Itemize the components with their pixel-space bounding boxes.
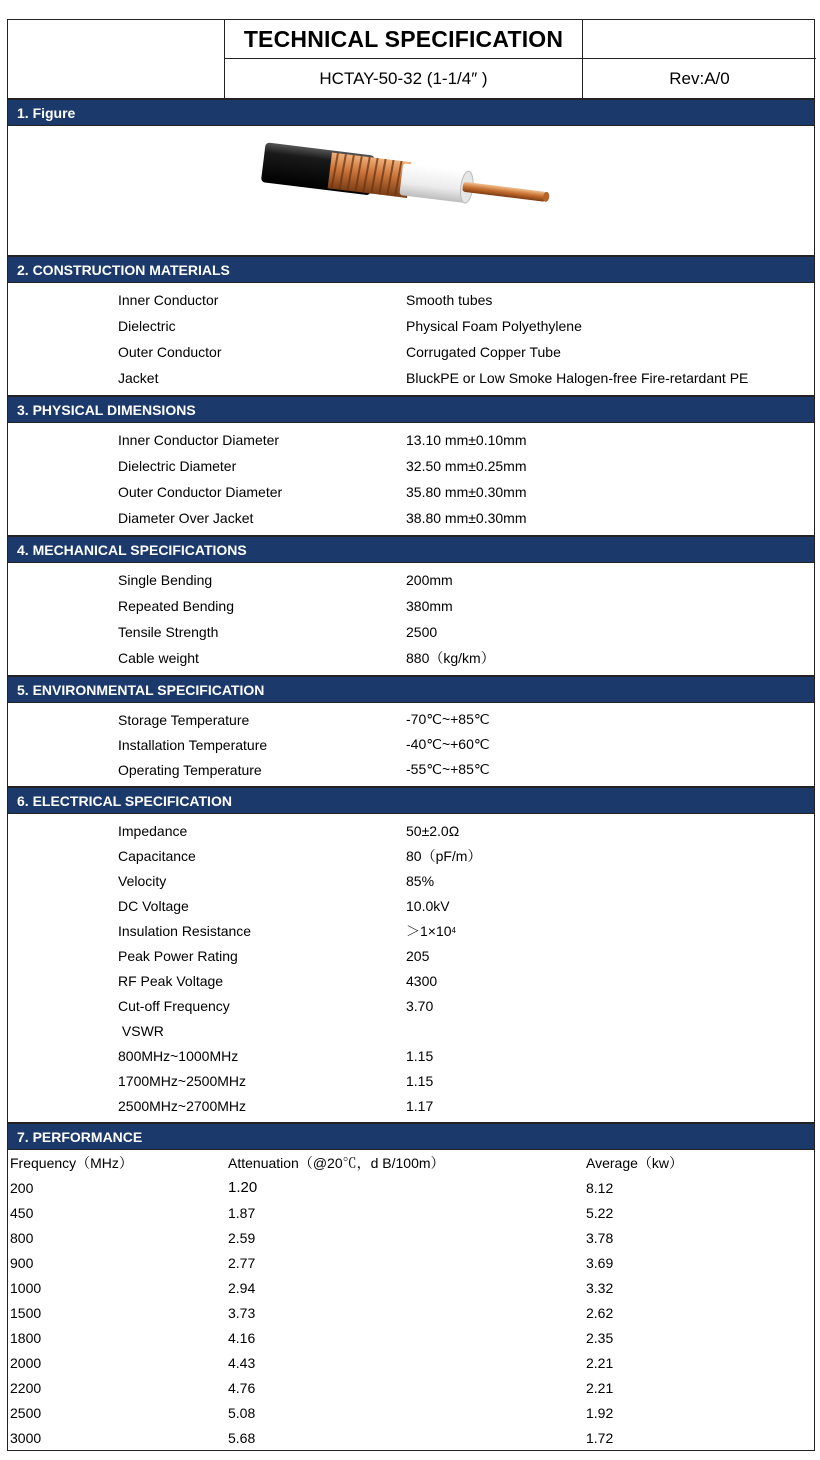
spec-row xyxy=(8,593,814,619)
spec-row xyxy=(8,968,814,993)
table-row xyxy=(8,1400,814,1425)
spec-value: 38.80 mm±0.30mm xyxy=(406,510,527,526)
attenuation-cell: 2.94 xyxy=(228,1279,256,1296)
spec-label: Cable weight xyxy=(118,650,199,666)
attenuation-cell: 4.76 xyxy=(228,1379,256,1396)
average-power-cell: 2.21 xyxy=(586,1354,614,1371)
average-power-cell: 3.69 xyxy=(586,1254,614,1271)
average-power-cell: 3.78 xyxy=(586,1229,614,1246)
average-power-cell: 2.35 xyxy=(586,1329,614,1346)
spec-sheet xyxy=(7,19,815,1451)
section-construction xyxy=(8,283,814,396)
spec-row xyxy=(8,993,814,1018)
spec-row xyxy=(8,453,814,479)
spec-row xyxy=(8,313,814,339)
average-power-cell: 5.22 xyxy=(586,1204,614,1221)
spec-row xyxy=(8,479,814,505)
section-figure xyxy=(8,126,814,256)
spec-label: Outer Conductor xyxy=(118,344,222,360)
spec-label: Capacitance xyxy=(118,847,196,864)
spec-value: 85% xyxy=(406,872,435,889)
table-row xyxy=(8,1275,814,1300)
spec-label: 1700MHz~2500MHz xyxy=(118,1072,247,1089)
spec-label: Inner Conductor xyxy=(118,292,219,308)
spec-value: 200mm xyxy=(406,572,453,588)
spec-value: 880（kg/km） xyxy=(406,650,495,666)
column-header-average-power: Average（kw） xyxy=(586,1154,684,1171)
spec-row xyxy=(8,1018,814,1043)
section-dimensions-title: 3. PHYSICAL DIMENSIONS xyxy=(8,396,814,423)
frequency-cell: 1500 xyxy=(10,1304,42,1321)
section-environmental xyxy=(8,703,814,787)
table-row xyxy=(8,1425,814,1450)
logo-cell xyxy=(8,20,225,98)
table-row xyxy=(8,1375,814,1400)
spec-label: Single Bending xyxy=(118,572,213,588)
spec-value: 4300 xyxy=(406,972,438,989)
table-row xyxy=(8,1225,814,1250)
spec-row xyxy=(8,918,814,943)
spec-row xyxy=(8,893,814,918)
spec-label: 2500MHz~2700MHz xyxy=(118,1097,247,1114)
frequency-cell: 3000 xyxy=(10,1429,42,1446)
spec-row xyxy=(8,818,814,843)
table-row xyxy=(8,1350,814,1375)
spec-value: -55℃~+85℃ xyxy=(406,761,490,777)
spec-value: Smooth tubes xyxy=(406,292,493,308)
spec-value: 205 xyxy=(406,947,430,964)
spec-value: 1.15 xyxy=(406,1047,434,1064)
spec-row xyxy=(8,843,814,868)
document-title: TECHNICAL SPECIFICATION xyxy=(225,20,583,59)
spec-label: VSWR xyxy=(118,1022,164,1039)
spec-row xyxy=(8,757,814,782)
column-header-attenuation: Attenuation（@20℃，d B/100m） xyxy=(228,1154,445,1171)
average-power-cell: 8.12 xyxy=(586,1179,614,1196)
spec-label: Tensile Strength xyxy=(118,624,219,640)
spec-value: Physical Foam Polyethylene xyxy=(406,318,582,334)
spec-label: Repeated Bending xyxy=(118,598,234,614)
frequency-cell: 2200 xyxy=(10,1379,42,1396)
attenuation-cell: 1.87 xyxy=(228,1204,256,1221)
spec-label: 800MHz~1000MHz xyxy=(118,1047,239,1064)
spec-value: 2500 xyxy=(406,624,438,640)
attenuation-cell: 1.20 xyxy=(228,1179,258,1196)
insulation-resistance-base: ＞1×10 xyxy=(406,922,452,939)
spec-row xyxy=(8,868,814,893)
spec-row xyxy=(8,707,814,732)
spec-label: Storage Temperature xyxy=(118,711,250,728)
spec-value: Corrugated Copper Tube xyxy=(406,344,561,360)
header xyxy=(8,20,814,99)
table-row xyxy=(8,1325,814,1350)
header-empty-cell xyxy=(583,20,816,59)
table-row xyxy=(8,1200,814,1225)
frequency-cell: 900 xyxy=(10,1254,34,1271)
spec-row xyxy=(8,732,814,757)
spec-row xyxy=(8,505,814,531)
spec-label: Outer Conductor Diameter xyxy=(118,484,283,500)
frequency-cell: 2000 xyxy=(10,1354,42,1371)
column-header-frequency: Frequency（MHz） xyxy=(10,1154,133,1171)
spec-row xyxy=(8,619,814,645)
spec-value: 35.80 mm±0.30mm xyxy=(406,484,527,500)
spec-label: Inner Conductor Diameter xyxy=(118,432,280,448)
spec-value: 10.0kV xyxy=(406,897,450,914)
spec-label: Cut-off Frequency xyxy=(118,997,230,1014)
spec-value: 13.10 mm±0.10mm xyxy=(406,432,527,448)
spec-label: DC Voltage xyxy=(118,897,189,914)
spec-row xyxy=(8,567,814,593)
attenuation-cell: 4.16 xyxy=(228,1329,256,1346)
frequency-cell: 200 xyxy=(10,1179,34,1196)
spec-label: Operating Temperature xyxy=(118,761,262,778)
attenuation-cell: 5.08 xyxy=(228,1404,256,1421)
table-row xyxy=(8,1175,814,1200)
frequency-cell: 1000 xyxy=(10,1279,42,1296)
spec-row xyxy=(8,1068,814,1093)
table-row xyxy=(8,1250,814,1275)
performance-table xyxy=(8,1150,814,1450)
frequency-cell: 1800 xyxy=(10,1329,42,1346)
spec-label: Jacket xyxy=(118,370,159,386)
frequency-cell: 2500 xyxy=(10,1404,42,1421)
spec-row xyxy=(8,645,814,671)
section-electrical xyxy=(8,814,814,1123)
attenuation-cell: 5.68 xyxy=(228,1429,256,1446)
spec-value: 50±2.0Ω xyxy=(406,822,460,839)
section-dimensions xyxy=(8,423,814,536)
spec-label: Dielectric xyxy=(118,318,176,334)
spec-label: Velocity xyxy=(118,872,167,889)
section-figure-title: 1. Figure xyxy=(8,99,814,126)
spec-value: 32.50 mm±0.25mm xyxy=(406,458,527,474)
average-power-cell: 1.72 xyxy=(586,1429,614,1446)
model-number: HCTAY-50-32 (1-1/4″ ) xyxy=(225,59,583,98)
attenuation-cell: 4.43 xyxy=(228,1354,256,1371)
section-environmental-title: 5. ENVIRONMENTAL SPECIFICATION xyxy=(8,676,814,703)
section-mechanical xyxy=(8,563,814,676)
spec-value: 380mm xyxy=(406,598,453,614)
average-power-cell: 3.32 xyxy=(586,1279,614,1296)
spec-value: 80（pF/m） xyxy=(406,847,482,864)
spec-value: BluckPE or Low Smoke Halogen-free Fire-retardant PE xyxy=(406,370,749,386)
spec-value: 1.17 xyxy=(406,1097,434,1114)
frequency-cell: 800 xyxy=(10,1229,34,1246)
revision: Rev:A/0 xyxy=(669,68,730,88)
spec-label: Dielectric Diameter xyxy=(118,458,237,474)
average-power-cell: 1.92 xyxy=(586,1404,614,1421)
attenuation-cell: 2.59 xyxy=(228,1229,256,1246)
spec-value: ＞1×10 4 xyxy=(406,922,456,939)
spec-row xyxy=(8,287,814,313)
spec-row xyxy=(8,1093,814,1118)
spec-row xyxy=(8,339,814,365)
spec-row xyxy=(8,1043,814,1068)
spec-label: Installation Temperature xyxy=(118,736,268,753)
spec-label: RF Peak Voltage xyxy=(118,972,224,989)
section-performance-title: 7. PERFORMANCE xyxy=(8,1123,814,1150)
spec-value: -70℃~+85℃ xyxy=(406,711,490,727)
section-construction-title: 2. CONSTRUCTION MATERIALS xyxy=(8,256,814,283)
performance-header-row xyxy=(8,1150,814,1175)
spec-row xyxy=(8,943,814,968)
spec-value: 3.70 xyxy=(406,997,434,1014)
frequency-cell: 450 xyxy=(10,1204,34,1221)
average-power-cell: 2.21 xyxy=(586,1379,614,1396)
attenuation-cell: 2.77 xyxy=(228,1254,256,1271)
cable-image xyxy=(8,126,816,254)
spec-label: Insulation Resistance xyxy=(118,922,252,939)
spec-value: 1.15 xyxy=(406,1072,434,1089)
section-electrical-title: 6. ELECTRICAL SPECIFICATION xyxy=(8,787,814,814)
spec-row xyxy=(8,365,814,391)
section-mechanical-title: 4. MECHANICAL SPECIFICATIONS xyxy=(8,536,814,563)
average-power-cell: 2.62 xyxy=(586,1304,614,1321)
spec-row xyxy=(8,427,814,453)
spec-label: Impedance xyxy=(118,822,188,839)
spec-label: Diameter Over Jacket xyxy=(118,510,254,526)
table-row xyxy=(8,1300,814,1325)
spec-label: Peak Power Rating xyxy=(118,947,238,964)
attenuation-cell: 3.73 xyxy=(228,1304,256,1321)
spec-value: -40℃~+60℃ xyxy=(406,736,490,752)
